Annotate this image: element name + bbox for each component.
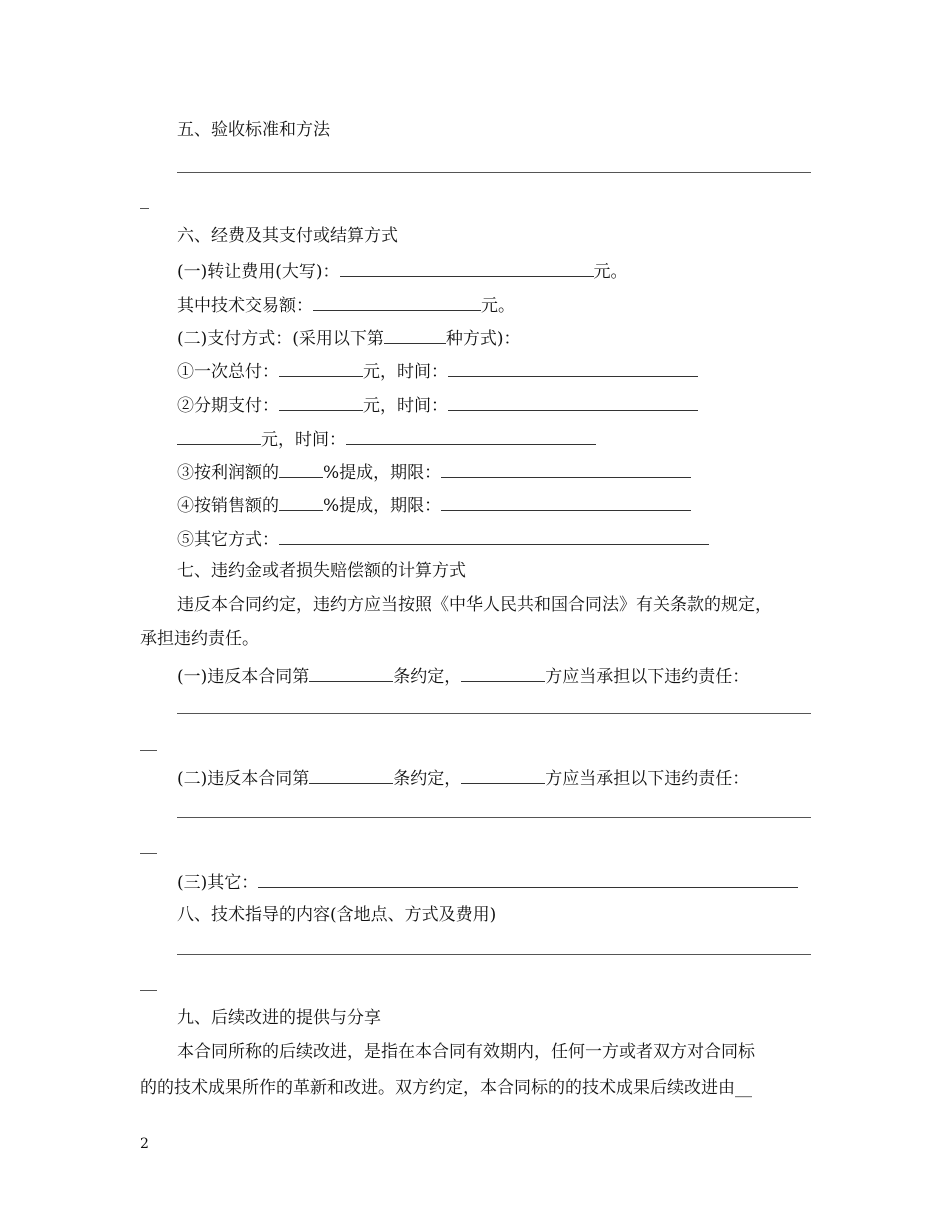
blank-field[interactable]: [258, 869, 798, 888]
blank-field[interactable]: [441, 459, 691, 478]
payment-method-line: [177, 325, 521, 351]
blank-field[interactable]: [441, 492, 691, 511]
label: ⑤其它方式：: [177, 530, 279, 550]
label: 元。: [481, 296, 515, 316]
paragraph-line: 本合同所称的后续改进，是指在本合同有效期内，任何一方或者双方对合同标: [177, 1042, 755, 1062]
label: 其中技术交易额：: [177, 296, 313, 316]
label: ①一次总付：: [177, 362, 279, 382]
label: 条约定，: [393, 769, 462, 789]
label: (三)其它：: [177, 873, 259, 893]
transfer-fee-line: [177, 258, 628, 284]
blank-field[interactable]: [177, 426, 261, 445]
blank-field[interactable]: [309, 765, 393, 784]
label: (二)支付方式：(采用以下第: [177, 329, 384, 349]
label: ③按利润额的: [177, 463, 279, 483]
section-9-heading: 九、后续改进的提供与分享: [177, 1008, 381, 1028]
option-3-line: [177, 459, 691, 485]
label: 元，时间：: [261, 430, 346, 450]
page-number: 2: [140, 1136, 149, 1152]
breach-other-line: [177, 869, 798, 895]
label: 元。: [593, 262, 628, 282]
section-6-heading: 六、经费及其支付或结算方式: [177, 226, 398, 246]
blank-field[interactable]: [346, 426, 596, 445]
fill-line: [177, 954, 811, 955]
blank-field[interactable]: [279, 358, 363, 377]
blank-field[interactable]: [279, 459, 323, 478]
paragraph-line: 的的技术成果所作的革新和改进。双方约定，本合同标的的技术成果后续改进由__: [140, 1078, 752, 1098]
label: ④按销售额的: [177, 496, 279, 516]
breach-2-line: [177, 765, 749, 791]
label: ②分期支付：: [177, 396, 279, 416]
fill-line-tail: [140, 208, 149, 209]
label: 元，时间：: [363, 396, 448, 416]
label: (一)违反本合同第: [177, 667, 310, 687]
label: (二)违反本合同第: [177, 769, 310, 789]
fill-line: [177, 172, 811, 173]
blank-field[interactable]: [279, 392, 363, 411]
tech-trade-amount-line: [177, 292, 515, 318]
option-2-installment-line: [177, 426, 596, 452]
blank-field[interactable]: [448, 358, 698, 377]
blank-field[interactable]: [309, 663, 393, 682]
label: 元，时间：: [363, 362, 448, 382]
option-5-line: [177, 526, 709, 552]
breach-1-line: [177, 663, 749, 689]
blank-field[interactable]: [384, 325, 446, 344]
label: %提成，期限：: [323, 496, 442, 516]
section-8-heading: 八、技术指导的内容(含地点、方式及费用): [177, 905, 497, 925]
blank-field[interactable]: [448, 392, 698, 411]
blank-field[interactable]: [279, 492, 323, 511]
label: (一)转让费用(大写)：: [177, 262, 340, 282]
fill-line-tail: [140, 750, 157, 751]
option-4-line: [177, 492, 691, 518]
section-5-heading: 五、验收标准和方法: [177, 120, 330, 140]
paragraph-line: 承担违约责任。: [140, 629, 259, 649]
blank-field[interactable]: [461, 765, 545, 784]
option-1-line: [177, 358, 698, 384]
fill-line-tail: [140, 990, 157, 991]
label: 方应当承担以下违约责任：: [545, 667, 750, 687]
blank-field[interactable]: [340, 258, 594, 277]
label: %提成，期限：: [323, 463, 442, 483]
option-2-line: [177, 392, 698, 418]
fill-line: [177, 713, 811, 714]
label: 方应当承担以下违约责任：: [545, 769, 750, 789]
blank-field[interactable]: [461, 663, 545, 682]
label: 条约定，: [393, 667, 462, 687]
paragraph-line: 违反本合同约定，违约方应当按照《中华人民共和国合同法》有关条款的规定，: [177, 595, 772, 615]
fill-line-tail: [140, 853, 157, 854]
label: 种方式)：: [445, 329, 521, 349]
fill-line: [177, 817, 811, 818]
blank-field[interactable]: [279, 526, 709, 545]
section-7-heading: 七、违约金或者损失赔偿额的计算方式: [177, 561, 466, 581]
blank-field[interactable]: [313, 292, 481, 311]
